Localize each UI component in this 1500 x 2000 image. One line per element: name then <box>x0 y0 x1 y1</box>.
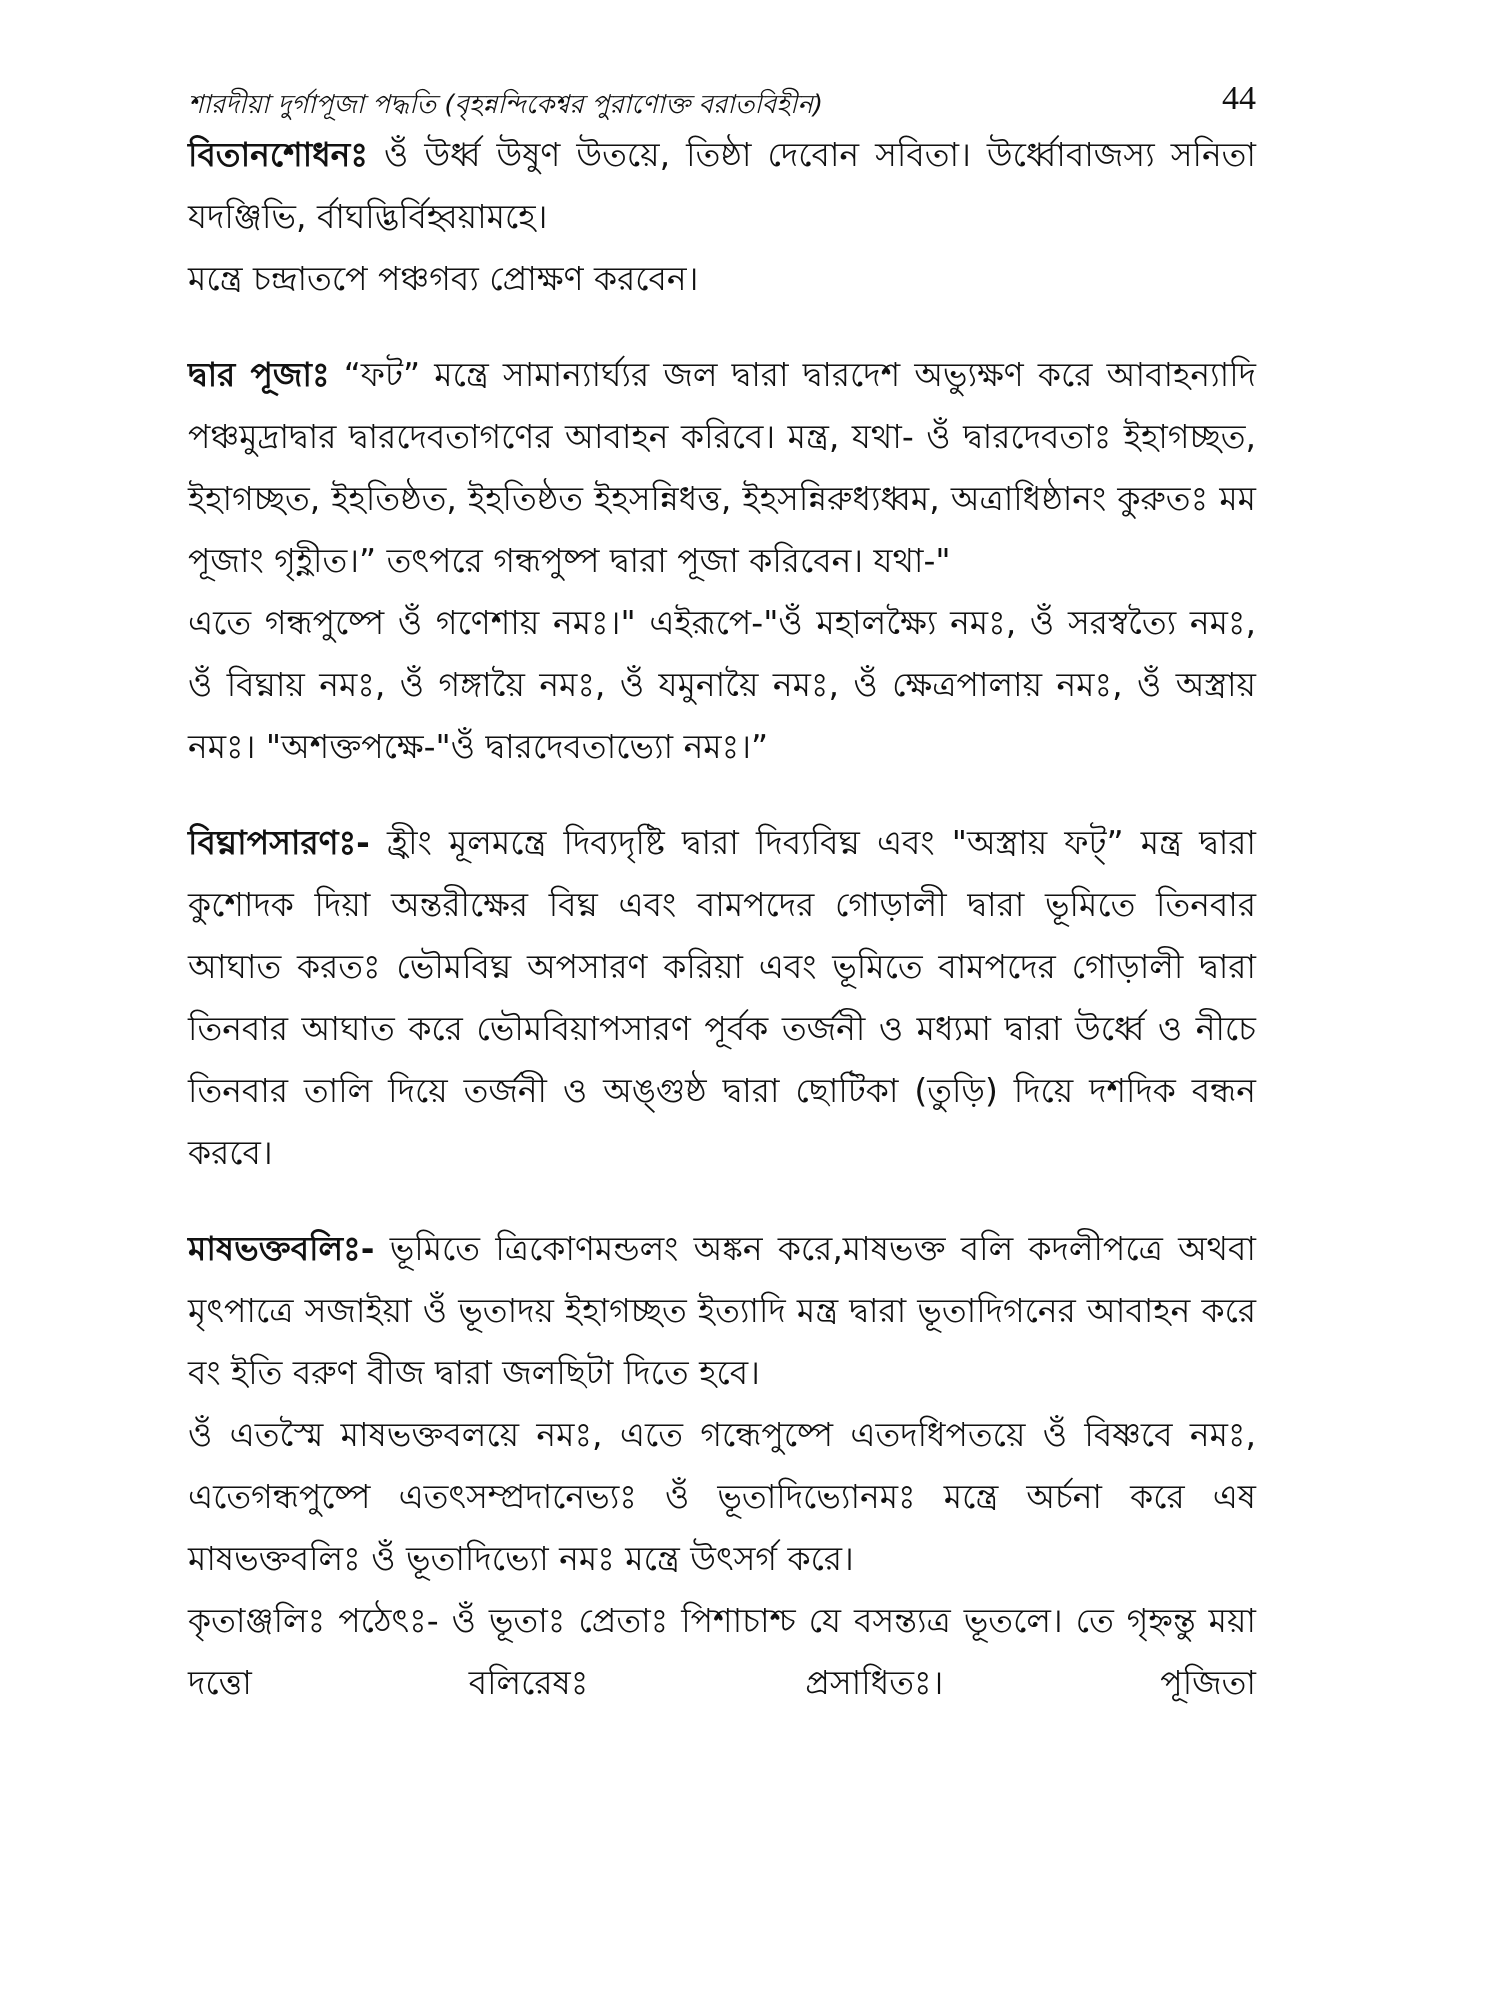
paragraph-kritanjali <box>188 1590 1256 1714</box>
paragraph-heading: বিঘ্নাপসারণঃ- <box>188 823 370 862</box>
paragraph-text: ওঁ এতস্মৈ মাষভক্তবলয়ে নমঃ, এতে গন্ধেপুষ্পে এতদধিপতয়ে ওঁ বিষ্ণবে নমঃ, এতেগন্ধপুষ্পে এতৎসম্প্রদানেভ্যঃ ওঁ ভূতাদিভ্যোনমঃ মন্ত্রে অর্চনা করে এষ মাষভক্তবলিঃ ওঁ ভূতাদিভ্যো নমঃ মন্ত্রে উৎসর্গ করে। <box>188 1415 1256 1578</box>
paragraph-vighnapasarana <box>188 812 1256 1184</box>
paragraph-text: ওঁ উর্ধ্ব উষুণ উতয়ে, তিষ্ঠা দেবোন সবিতা। উর্ধ্বোবাজস্য সনিতা যদঞ্জিভি, র্বাঘদ্ভির্বিহ্বয়ামহে। <box>188 135 1256 236</box>
paragraph-gandhapushpa <box>188 592 1256 778</box>
paragraph-text: হ্রীং মূলমন্ত্রে দিব্যদৃষ্টি দ্বারা দিব্যবিঘ্ন এবং "অস্ত্রায় ফট্‌” মন্ত্র দ্বারা কুশোদক দিয়া অন্তরীক্ষের বিঘ্ন এবং বামপদের গোড়ালী দ্বারা ভূমিতে তিনবার আঘাত করতঃ ভৌমবিঘ্ন অপসারণ করিয়া এবং ভূমিতে বামপদের গোড়ালী দ্বারা তিনবার আঘাত করে ভৌমবিয়াপসারণ পূর্বক তর্জনী ও মধ্যমা দ্বারা উর্ধ্বে ও নীচে তিনবার তালি দিয়ে তর্জনী ও অঙ্গুষ্ঠ দ্বারা ছোটিকা (তুড়ি) দিয়ে দশদিক বন্ধন করবে। <box>188 823 1256 1172</box>
paragraph-text: এতে গন্ধপুষ্পে ওঁ গণেশায় নমঃ।" এইরূপে-"ওঁ মহালক্ষ্যৈ নমঃ, ওঁ সরস্বত্যৈ নমঃ, ওঁ বিঘ্নায় নমঃ, ওঁ গঙ্গায়ৈ নমঃ, ওঁ যমুনায়ৈ নমঃ, ওঁ ক্ষেত্রপালায় নমঃ, ওঁ অস্ত্রায় নমঃ। "অশক্তপক্ষে-"ওঁ দ্বারদেবতাভ্যো নমঃ।” <box>188 603 1256 766</box>
paragraph-instruction <box>188 248 1256 310</box>
paragraph-text: মন্ত্রে চন্দ্রাতপে পঞ্চগব্য প্রোক্ষণ করবেন। <box>188 259 699 298</box>
paragraph-dwara-puja <box>188 344 1256 592</box>
book-title: শারদীয়া দুর্গাপূজা পদ্ধতি (বৃহন্নন্দিকেশ্বর পুরাণোক্ত বরাতবিহীন) <box>188 90 823 120</box>
paragraph-heading: দ্বার পূজাঃ <box>188 355 330 394</box>
page-number: 44 <box>1222 80 1256 117</box>
paragraph-archana <box>188 1404 1256 1590</box>
paragraph-text: কৃতাঞ্জলিঃ পঠেৎঃ- ওঁ ভূতাঃ প্রেতাঃ পিশাচাশ্চ যে বসন্ত্যত্র ভূতলে। তে গৃহ্নন্তু ময়া দত্তো বলিরেষঃ প্রসাধিতঃ। পূজিতা <box>188 1601 1256 1702</box>
paragraph-heading: মাষভক্তবলিঃ- <box>188 1229 375 1268</box>
paragraph-heading: বিতানশোধনঃ <box>188 135 368 174</box>
paragraph-text: “ফট” মন্ত্রে সামান্যার্ঘ্যর জল দ্বারা দ্বারদেশ অভ্যুক্ষণ করে আবাহন্যাদি পঞ্চমুদ্রাদ্বার দ্বারদেবতাগণের আবাহন করিবে। মন্ত্র, যথা- ওঁ দ্বারদেবতাঃ ইহাগচ্ছত, ইহাগচ্ছত, ইহতিষ্ঠত, ইহতিষ্ঠত ইহসন্নিধত্ত, ইহসন্নিরুধ্যধ্বম, অত্রাধিষ্ঠানং কুরুতঃ মম পূজাং গৃহ্ণীত।” তৎপরে গন্ধপুষ্প দ্বারা পূজা করিবেন। যথা-" <box>188 355 1256 580</box>
body-text <box>188 124 1256 1714</box>
running-header <box>188 80 1256 128</box>
paragraph-mashabhakta-bali <box>188 1218 1256 1404</box>
paragraph-vitana-shodhana <box>188 124 1256 248</box>
paragraph-text: ভূমিতে ত্রিকোণমন্ডলং অঙ্কন করে,মাষভক্ত বলি কদলীপত্রে অথবা মৃৎপাত্রে সজাইয়া ওঁ ভূতাদয় ইহাগচ্ছত ইত্যাদি মন্ত্র দ্বারা ভূতাদিগনের আবাহন করে বং ইতি বরুণ বীজ দ্বারা জলছিটা দিতে হবে। <box>188 1229 1256 1392</box>
